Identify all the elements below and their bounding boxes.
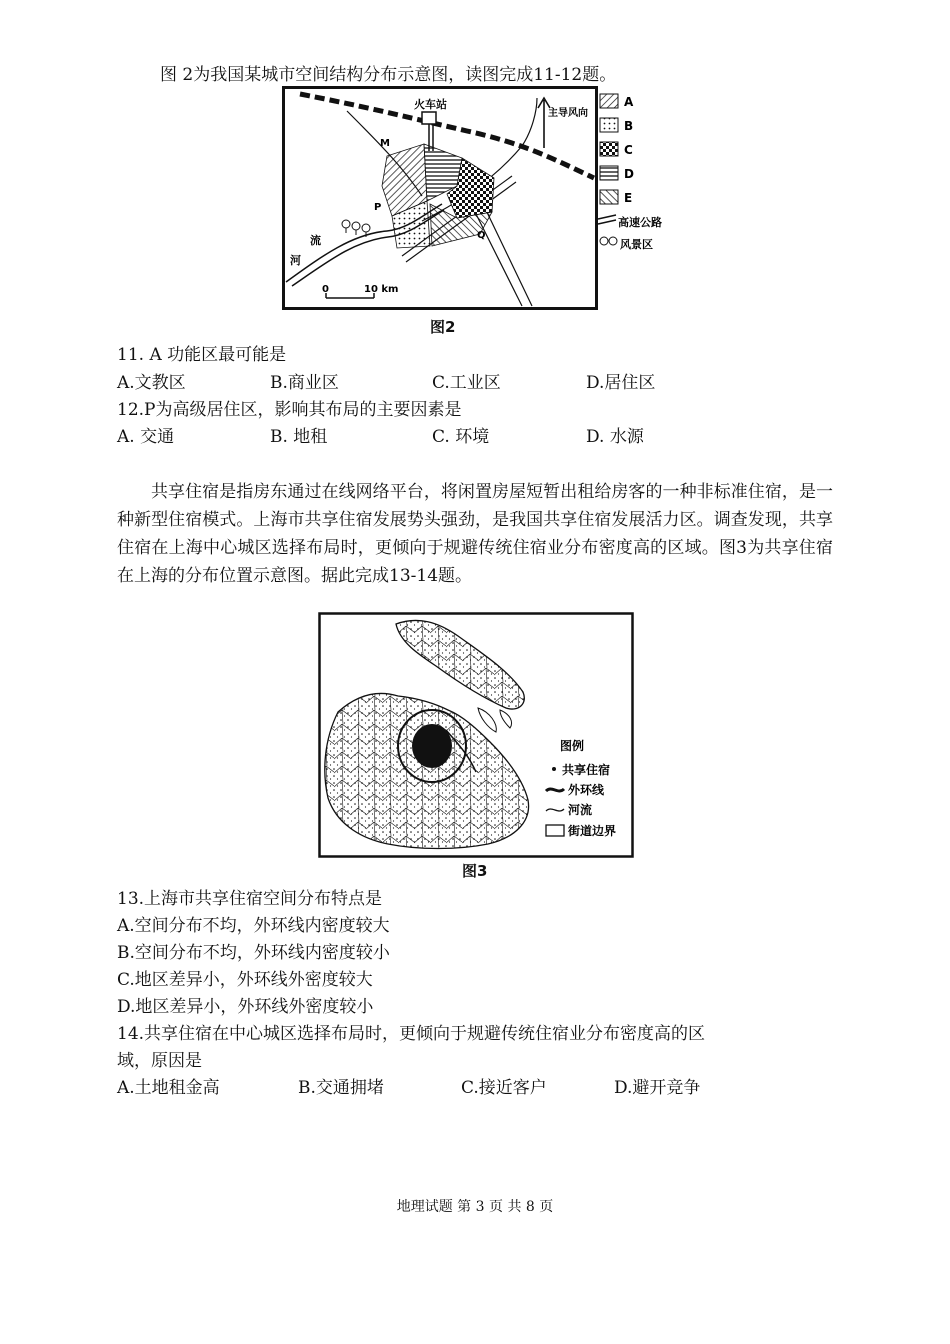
q13-option-a[interactable]: A.空间分布不均，外环线内密度较大 xyxy=(117,916,390,936)
q11-option-a[interactable]: A.文教区 xyxy=(117,373,186,393)
shared-lodging-passage xyxy=(117,478,833,590)
q14-option-c[interactable]: C.接近客户 xyxy=(461,1078,547,1098)
label-q: Q xyxy=(477,230,486,241)
q13-option-b[interactable]: B.空间分布不均，外环线内密度较小 xyxy=(117,943,390,963)
river-label-1: 河 xyxy=(290,254,301,267)
q13-option-c[interactable]: C.地区差异小，外环线外密度较大 xyxy=(117,970,373,990)
label-m: M xyxy=(380,138,390,149)
q13-option-d[interactable]: D.地区差异小，外环线外密度较小 xyxy=(117,997,374,1017)
fig2-legend xyxy=(598,94,662,251)
svg-text:B: B xyxy=(624,119,634,133)
svg-text:风景区: 风景区 xyxy=(620,238,653,251)
q12-option-d[interactable]: D. 水源 xyxy=(586,427,644,447)
wind-label: 主导风向 xyxy=(548,108,588,119)
svg-text:C: C xyxy=(624,143,633,157)
q11-option-b[interactable]: B.商业区 xyxy=(270,373,339,393)
legend-dot-icon xyxy=(552,767,556,771)
svg-text:D: D xyxy=(624,167,634,181)
q14-stem-line1: 14.共享住宿在中心城区选择布局时，更倾向于规避传统住宿业分布密度高的区 xyxy=(117,1024,706,1044)
legend-boundary-icon xyxy=(546,825,564,836)
passage-text: 共享住宿是指房东通过在线网络平台，将闲置房屋短暂出租给房客的一种非标准住宿，是一种新型住宿模式。上海市共享住宿发展势头强劲，是我国共享住宿发展活力区。调查发现，共享住宿在上海中心城区选择布局时，更倾向于规避传统住宿业分布密度高的区域。图3为共享住宿在上海的分布位置示意图。据此完成13-14题。 xyxy=(117,482,833,586)
q13-stem: 13.上海市共享住宿空间分布特点是 xyxy=(117,889,383,909)
q12-option-b[interactable]: B. 地租 xyxy=(270,427,328,447)
wind-arrow-icon xyxy=(538,98,550,148)
map-frame xyxy=(284,88,597,309)
figure-2-map xyxy=(282,86,662,312)
svg-text:河流: 河流 xyxy=(568,803,593,817)
q11-option-c[interactable]: C.工业区 xyxy=(432,373,501,393)
figure-3-map xyxy=(318,612,634,858)
q14-stem-line2: 域，原因是 xyxy=(117,1051,202,1071)
svg-text:E: E xyxy=(624,191,633,205)
scenic-area-icon xyxy=(342,220,370,237)
train-station xyxy=(422,112,436,124)
q14-option-d[interactable]: D.避开竞争 xyxy=(614,1078,701,1098)
scale-ten: 10 km xyxy=(364,284,399,295)
q14-option-b[interactable]: B.交通拥堵 xyxy=(298,1078,384,1098)
station-label: 火车站 xyxy=(414,98,447,111)
svg-text:图例: 图例 xyxy=(560,739,585,753)
legend-ring-icon xyxy=(546,789,564,791)
fig3-legend xyxy=(546,738,616,838)
q14-option-a[interactable]: A.土地租金高 xyxy=(117,1078,220,1098)
svg-text:高速公路: 高速公路 xyxy=(618,216,662,229)
river-label-2: 流 xyxy=(310,234,321,247)
fig2-caption: 图2 xyxy=(430,318,456,336)
svg-text:外环线: 外环线 xyxy=(568,783,605,797)
scale-zero: 0 xyxy=(322,284,329,295)
svg-text:A: A xyxy=(624,95,634,109)
svg-text:街道边界: 街道边界 xyxy=(568,824,617,838)
legend-river-icon xyxy=(546,809,564,811)
fig3-caption: 图3 xyxy=(462,862,488,880)
q12-option-a[interactable]: A. 交通 xyxy=(117,427,175,447)
q12-option-c[interactable]: C. 环境 xyxy=(432,427,490,447)
page-footer: 地理试题 第 3 页 共 8 页 xyxy=(396,1199,554,1215)
label-p: P xyxy=(374,202,382,213)
svg-text:共享住宿: 共享住宿 xyxy=(562,763,611,777)
q12-stem: 12.P为高级居住区，影响其布局的主要因素是 xyxy=(117,400,462,420)
q11-stem: 11. A 功能区最可能是 xyxy=(117,345,287,365)
q11-option-d[interactable]: D.居住区 xyxy=(586,373,656,393)
fig2-intro: 图 2为我国某城市空间结构分布示意图，读图完成11-12题。 xyxy=(160,65,617,85)
